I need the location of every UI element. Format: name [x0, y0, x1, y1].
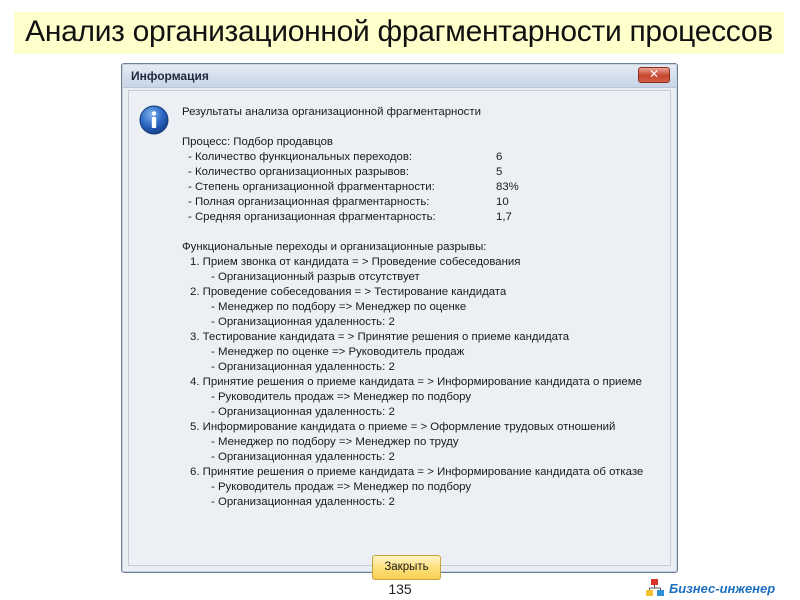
transition-title: 2. Проведение собеседования = > Тестирование кандидата: [190, 286, 507, 298]
transition-title: 3. Тестирование кандидата = > Принятие решения о приеме кандидата: [190, 331, 570, 343]
metric-value: 5: [496, 166, 503, 178]
dialog-body: [128, 90, 671, 573]
metric-row: [182, 180, 672, 195]
transition-title: 1. Прием звонка от кандидата = > Проведение собеседования: [190, 256, 521, 268]
info-icon: [139, 105, 169, 135]
metric-row: [182, 150, 672, 165]
metric-row: [182, 165, 672, 180]
process-line: Процесс: Подбор продавцов: [182, 136, 333, 148]
metric-row: [182, 195, 672, 210]
transition-detail: - Руководитель продаж => Менеджер по подбору: [211, 481, 472, 493]
metric-label: - Степень организационной фрагментарности:: [188, 181, 435, 193]
result-heading: Результаты анализа организационной фрагментарности: [182, 106, 481, 118]
metric-value: 1,7: [496, 211, 512, 223]
brand-name: Бизнес-инженер: [669, 581, 776, 596]
transition-detail: - Менеджер по подбору => Менеджер по оценке: [211, 301, 467, 313]
brand-logo: [646, 578, 798, 598]
metric-label: - Средняя организационная фрагментарность:: [188, 211, 436, 223]
page-number: 135: [388, 581, 412, 597]
transition-detail: - Руководитель продаж => Менеджер по подбору: [211, 391, 472, 403]
transition-detail: - Организационный разрыв отсутствует: [211, 271, 420, 283]
metric-label: - Количество организационных разрывов:: [188, 166, 410, 178]
message-text: [182, 105, 672, 510]
metric-value: 6: [496, 151, 503, 163]
transition-detail: - Менеджер по подбору => Менеджер по труду: [211, 436, 459, 448]
dialog-title: Информация: [131, 69, 209, 83]
info-dialog: [121, 63, 678, 573]
transition-detail: - Организационная удаленность: 2: [211, 316, 395, 328]
metric-value: 83%: [496, 181, 519, 193]
slide-title-band: [14, 12, 784, 54]
dialog-titlebar[interactable]: [123, 65, 676, 88]
transition-detail: - Организационная удаленность: 2: [211, 496, 395, 508]
transition-detail: - Организационная удаленность: 2: [211, 361, 395, 373]
transition-detail: - Менеджер по оценке => Руководитель продаж: [211, 346, 465, 358]
slide-title: Анализ организационной фрагментарности процессов: [25, 15, 773, 48]
metric-row: [182, 210, 672, 225]
close-window-button[interactable]: [638, 67, 670, 83]
transition-title: 6. Принятие решения о приеме кандидата = > Информирование кандидата об отказе: [190, 466, 644, 478]
brand-blocks-icon: [646, 578, 666, 598]
transition-detail: - Организационная удаленность: 2: [211, 451, 395, 463]
transitions-heading: Функциональные переходы и организационные разрывы:: [182, 241, 487, 253]
metric-label: - Полная организационная фрагментарность:: [188, 196, 430, 208]
metric-value: 10: [496, 196, 509, 208]
metric-label: - Количество функциональных переходов:: [188, 151, 413, 163]
transition-title: 5. Информирование кандидата о приеме = > Оформление трудовых отношений: [190, 421, 616, 433]
close-button[interactable]: Закрыть: [372, 555, 441, 580]
transition-detail: - Организационная удаленность: 2: [211, 406, 395, 418]
close-icon: ✕: [648, 67, 660, 81]
transition-title: 4. Принятие решения о приеме кандидата = > Информирование кандидата о приеме: [190, 376, 642, 388]
